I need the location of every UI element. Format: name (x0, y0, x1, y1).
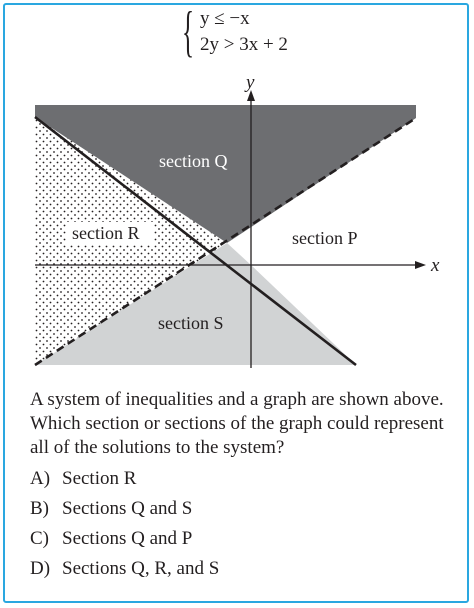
inequality-1: y ≤ −x (200, 8, 250, 29)
inequality-graph (0, 70, 474, 380)
section-s-label: section S (158, 313, 224, 333)
choice-b[interactable] (30, 494, 219, 524)
choice-letter: A) (30, 468, 51, 489)
section-q-label: section Q (159, 151, 228, 171)
question-text: A system of inequalities and a graph are shown above. Which section or sections of the graph could represent all of the solutions to the system? (30, 389, 444, 458)
inequality-system (182, 1, 288, 63)
choice-d[interactable] (30, 554, 219, 584)
choice-letter: B) (30, 498, 49, 519)
choice-letter: C) (30, 528, 49, 549)
answer-choices (30, 464, 219, 584)
choice-text: Sections Q and S (62, 498, 193, 519)
choice-letter: D) (30, 558, 51, 579)
inequality-2: 2y > 3x + 2 (200, 34, 288, 55)
section-r-label: section R (72, 223, 140, 243)
choice-text: Sections Q and P (62, 528, 193, 549)
section-p-label: section P (292, 228, 358, 248)
choice-text: Section R (62, 468, 137, 489)
choice-text: Sections Q, R, and S (62, 558, 220, 579)
x-axis-arrow (415, 261, 426, 269)
x-axis-label: x (431, 255, 440, 276)
choice-a[interactable] (30, 464, 219, 494)
y-axis-label: y (246, 72, 255, 93)
brace-symbol: { (182, 1, 195, 63)
choice-c[interactable] (30, 524, 219, 554)
